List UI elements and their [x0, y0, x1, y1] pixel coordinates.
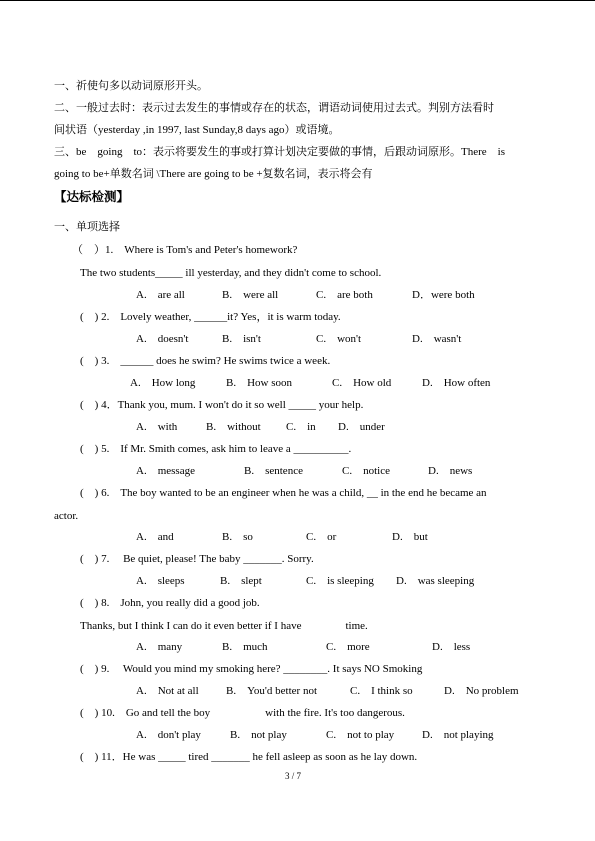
- option: B. slept: [220, 575, 262, 587]
- question-stem: Thanks, but I think I can do it even better if I have time.: [80, 620, 368, 632]
- option: B. How soon: [226, 377, 293, 389]
- option: D. not playing: [422, 729, 494, 741]
- option: B. You'd better not: [226, 685, 318, 697]
- option: B. not play: [230, 729, 287, 741]
- subsection-title: 一、单项选择: [54, 221, 120, 233]
- question-stem: （ ）1. Where is Tom's and Peter's homework?: [72, 244, 298, 256]
- option: D. was sleeping: [396, 575, 475, 587]
- option: A. and: [136, 531, 174, 543]
- page-number: 3 / 7: [285, 771, 302, 781]
- grammar-line: 一、祈使句多以动词原形开头。: [54, 80, 208, 92]
- option: D. news: [428, 465, 473, 477]
- question-stem: actor.: [54, 510, 79, 522]
- option: B. much: [222, 641, 268, 653]
- option: C. or: [306, 531, 337, 543]
- option: A. Not at all: [136, 685, 199, 697]
- option: D. less: [432, 641, 471, 653]
- option: C. not to play: [326, 729, 395, 741]
- grammar-line: 二、一般过去时：表示过去发生的事情或存在的状态，谓语动词使用过去式。判别方法看时: [54, 102, 494, 114]
- option: A. How long: [130, 377, 196, 389]
- question-stem: ( ) 8. John, you really did a good job.: [80, 597, 260, 609]
- question-stem: ( ) 4．Thank you, mum. I won't do it so well _____ your help.: [80, 399, 364, 411]
- question-stem: ( ) 6. The boy wanted to be an engineer when he was a child, __ in the end he became an: [80, 487, 487, 499]
- question-stem: ( ) 11．He was _____ tired _______ he fell asleep as soon as he lay down.: [80, 751, 418, 763]
- option: C. are both: [316, 289, 373, 301]
- grammar-line: 三、be going to：表示将要发生的事或打算计划决定要做的事情，后跟动词原形。There is: [54, 146, 505, 158]
- page-top-rule: [0, 0, 595, 1]
- question-stem: ( ) 7. Be quiet, please! The baby _______. Sorry.: [80, 553, 314, 565]
- option: A. don't play: [136, 729, 201, 741]
- question-stem: The two students_____ ill yesterday, and they didn't come to school.: [80, 267, 382, 279]
- option: D. but: [392, 531, 428, 543]
- option: B. sentence: [244, 465, 303, 477]
- option: C. I think so: [350, 685, 413, 697]
- question-stem: ( ) 10. Go and tell the boy with the fire. It's too dangerous.: [80, 707, 405, 719]
- option: B. were all: [222, 289, 279, 301]
- option: D. No problem: [444, 685, 519, 697]
- question-stem: ( ) 3. ______ does he swim? He swims twice a week.: [80, 355, 331, 367]
- option: C. more: [326, 641, 370, 653]
- option: D. How often: [422, 377, 491, 389]
- option: C. won't: [316, 333, 362, 345]
- option: A. doesn't: [136, 333, 189, 345]
- option: C. notice: [342, 465, 390, 477]
- option: A. message: [136, 465, 195, 477]
- option: A. with: [136, 421, 178, 433]
- option: B. isn't: [222, 333, 261, 345]
- question-stem: ( ) 9. Would you mind my smoking here? ________. It says NO Smoking: [80, 663, 423, 675]
- question-stem: ( ) 5. If Mr. Smith comes, ask him to leave a __________.: [80, 443, 352, 455]
- question-stem: ( ) 2. Lovely weather, ______it? Yes，it is warm today.: [80, 311, 341, 323]
- option: A. many: [136, 641, 183, 653]
- option: A. are all: [136, 289, 185, 301]
- option: A. sleeps: [136, 575, 185, 587]
- section-title: 【达标检测】: [54, 189, 130, 204]
- option: C. in: [286, 421, 316, 433]
- grammar-line: 间状语（yesterday ,in 1997, last Sunday,8 days ago）或语境。: [54, 124, 340, 136]
- option: C. How old: [332, 377, 392, 389]
- option: D. wasn't: [412, 333, 462, 345]
- option: B. without: [206, 421, 261, 433]
- option: C. is sleeping: [306, 575, 374, 587]
- grammar-line: going to be+单数名词 \There are going to be +复数名词，表示将会有: [54, 168, 373, 180]
- option: D．were both: [412, 289, 475, 301]
- option: B. so: [222, 531, 253, 543]
- option: D. under: [338, 421, 385, 433]
